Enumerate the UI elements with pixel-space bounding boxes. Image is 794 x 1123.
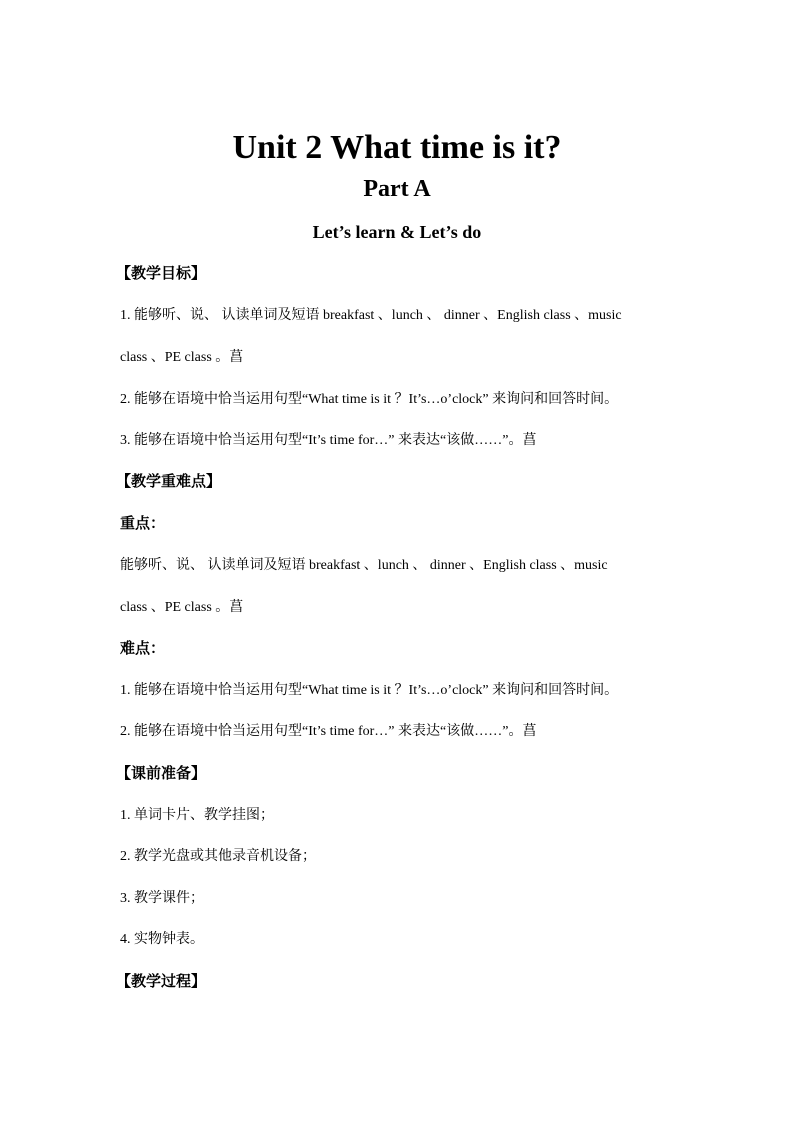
lesson-title: Let’s learn & Let’s do xyxy=(312,222,482,242)
preparation-item-4: 4. 实物钟表。 xyxy=(120,932,204,947)
key-points-heading: 【教学重难点】 xyxy=(116,474,222,490)
preparation-item-1: 1. 单词卡片、教学挂图； xyxy=(120,808,274,823)
preparation-item-3: 3. 教学课件； xyxy=(120,891,204,906)
process-heading: 【教学过程】 xyxy=(116,974,207,990)
preparation-item-2: 2. 教学光盘或其他录音机设备； xyxy=(120,849,316,864)
difficult-line-1: 1. 能够在语境中恰当运用句型“What time is it ？It’s…o’clock” 来询问和回答时间。 xyxy=(120,683,619,698)
difficult-label: 难点： xyxy=(120,641,166,657)
focus-line-2: class 、PE class 。菖 xyxy=(120,600,244,615)
focus-line-1: 能够听、说、 认读单词及短语 breakfast 、lunch 、 dinner 、English class 、music xyxy=(120,558,608,573)
objective-line-4: 3. 能够在语境中恰当运用句型“It’s time for…” 来表达“该做……”。菖 xyxy=(120,433,537,448)
objective-line-3: 2. 能够在语境中恰当运用句型“What time is it ？It’s…o’clock” 来询问和回答时间。 xyxy=(120,392,619,407)
objectives-heading: 【教学目标】 xyxy=(116,266,207,282)
objective-line-1: 1. 能够听、说、 认读单词及短语 breakfast 、lunch 、 dinner 、English class 、music xyxy=(120,308,622,323)
objective-line-2: class 、PE class 。菖 xyxy=(120,350,244,365)
preparation-heading: 【课前准备】 xyxy=(116,766,207,782)
difficult-line-2: 2. 能够在语境中恰当运用句型“It’s time for…” 来表达“该做……”。菖 xyxy=(120,724,537,739)
focus-label: 重点： xyxy=(120,516,166,532)
document-title: Unit 2 What time is it? xyxy=(232,129,562,166)
document-subtitle: Part A xyxy=(363,176,431,202)
